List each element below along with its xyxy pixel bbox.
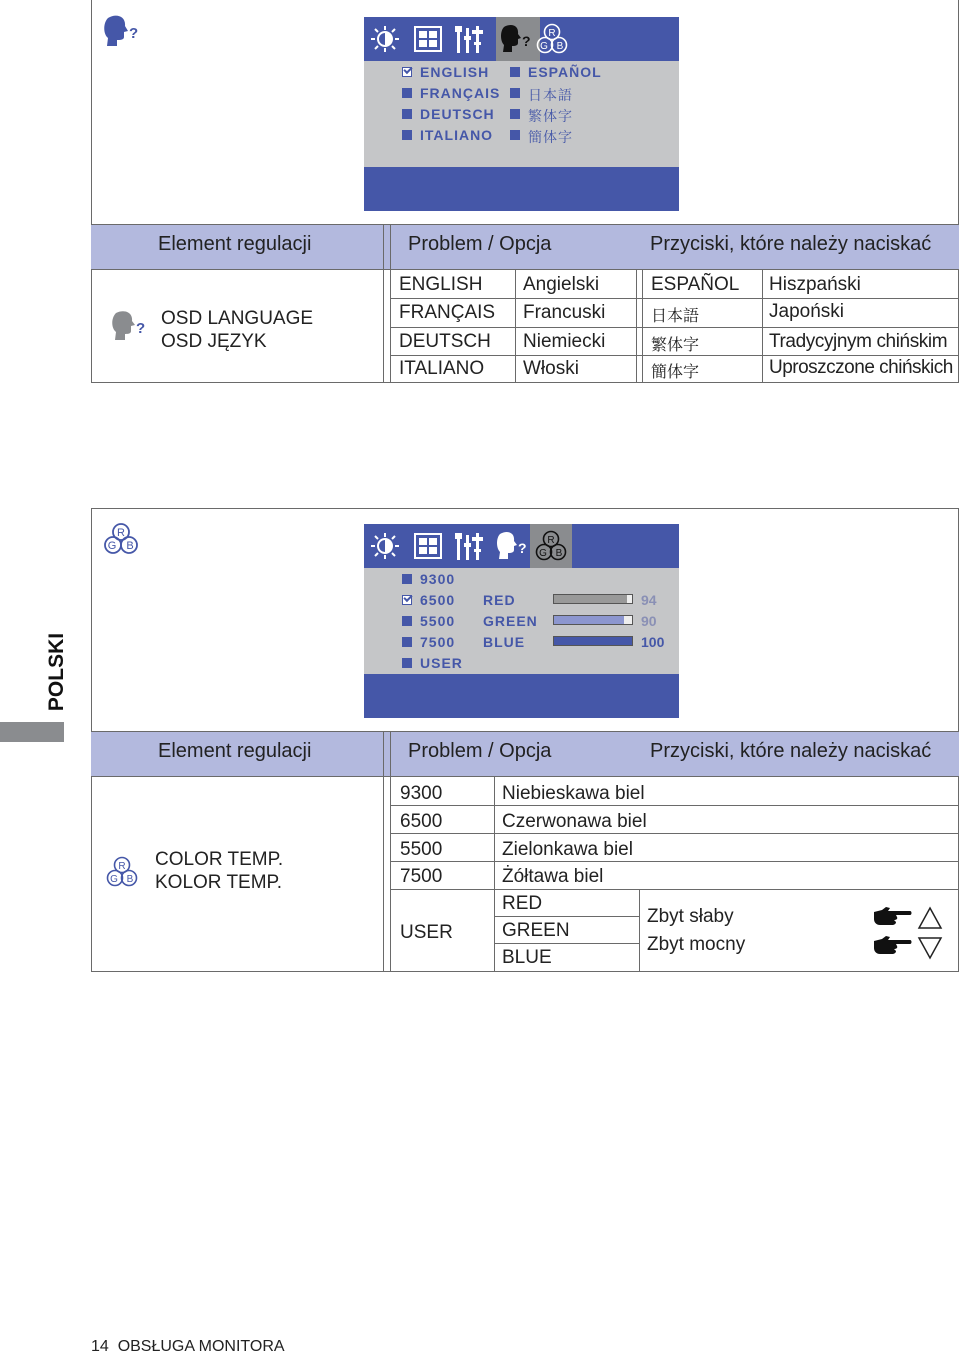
lang-row-desc2: Hiszpański bbox=[769, 274, 861, 295]
osd-language-window bbox=[364, 17, 679, 211]
svg-text:?: ? bbox=[129, 25, 139, 42]
slider-fill bbox=[554, 616, 624, 624]
svg-text:B: B bbox=[555, 548, 563, 559]
osd-lang-deutsch[interactable]: DEUTSCH bbox=[420, 106, 495, 122]
language-icon bbox=[102, 14, 142, 48]
language-tab-icon[interactable] bbox=[496, 531, 530, 561]
lang-row-opt2: ESPAÑOL bbox=[651, 274, 740, 295]
lang-row-opt1: ENGLISH bbox=[399, 274, 483, 295]
svg-text:B: B bbox=[126, 874, 134, 885]
brightness-icon[interactable] bbox=[370, 25, 400, 53]
svg-text:G: G bbox=[539, 548, 547, 559]
color-row-opt: 9300 bbox=[400, 783, 443, 804]
svg-text:?: ? bbox=[518, 540, 527, 556]
lang-row-opt2: 繁体字 bbox=[651, 337, 700, 354]
user-channel-blue: BLUE bbox=[502, 947, 552, 968]
lang-row-opt2: 日本語 bbox=[651, 308, 700, 325]
svg-text:R: R bbox=[548, 28, 556, 39]
grid-line bbox=[391, 833, 959, 834]
option-square bbox=[510, 130, 520, 140]
color-table-header bbox=[91, 731, 959, 777]
header-buttons: Przyciski, które należy naciskać bbox=[650, 740, 932, 762]
osd-lang-francais[interactable]: FRANÇAIS bbox=[420, 85, 501, 101]
svg-text:B: B bbox=[126, 540, 134, 552]
image-position-icon[interactable] bbox=[414, 26, 442, 52]
footer-title: OBSŁUGA MONITORA bbox=[117, 1338, 285, 1355]
color-row-desc: Niebieskawa biel bbox=[502, 783, 645, 804]
language-tab-icon[interactable] bbox=[500, 24, 534, 54]
lang-row-opt1: DEUTSCH bbox=[399, 331, 491, 352]
lang-row-opt1: FRANÇAIS bbox=[399, 302, 496, 323]
color-row-desc: Żółtawa biel bbox=[502, 866, 604, 887]
lang-row-desc1: Niemiecki bbox=[523, 331, 606, 352]
setup-tools-icon[interactable] bbox=[454, 24, 486, 54]
lang-row-desc1: Włoski bbox=[523, 358, 579, 379]
value-green: 90 bbox=[641, 613, 657, 629]
image-position-icon[interactable] bbox=[414, 533, 442, 559]
option-square bbox=[510, 88, 520, 98]
lang-row-desc2: Tradycyjnym chińskim bbox=[769, 331, 948, 352]
slider-blue[interactable] bbox=[553, 636, 633, 646]
osd-preset-5500[interactable]: 5500 bbox=[420, 613, 456, 629]
option-square bbox=[510, 109, 520, 119]
lang-row-desc1: Angielski bbox=[523, 274, 600, 295]
osd-channel-red: RED bbox=[483, 592, 516, 608]
header-element: Element regulacji bbox=[158, 740, 312, 762]
osd-lang-italiano[interactable]: ITALIANO bbox=[420, 127, 494, 143]
svg-text:G: G bbox=[540, 41, 548, 52]
color-rgb-icon bbox=[102, 522, 140, 556]
grid-line bbox=[391, 805, 959, 806]
lang-row-desc2: Uproszczone chińskich bbox=[769, 357, 953, 378]
svg-text:R: R bbox=[117, 527, 125, 539]
color-rgb-tab-icon[interactable] bbox=[535, 530, 567, 562]
element-osd-jezyk: OSD JĘZYK bbox=[161, 331, 267, 352]
slider-green[interactable] bbox=[553, 615, 633, 625]
svg-text:G: G bbox=[110, 874, 118, 885]
svg-text:B: B bbox=[556, 41, 564, 52]
lang-row-desc2: Japoński bbox=[769, 301, 844, 322]
user-label: USER bbox=[400, 922, 453, 943]
osd-lang-japanese[interactable]: 日本語 bbox=[528, 87, 573, 103]
slider-fill bbox=[554, 595, 627, 603]
color-row-opt: 6500 bbox=[400, 811, 443, 832]
header-buttons: Przyciski, które należy naciskać bbox=[650, 233, 932, 255]
element-color-temp: COLOR TEMP. bbox=[155, 849, 284, 870]
osd-bottom-bar bbox=[364, 674, 679, 718]
grid-line bbox=[391, 327, 959, 328]
lang-row-opt2: 簡体字 bbox=[651, 364, 700, 381]
osd-lang-english[interactable]: ENGLISH bbox=[420, 64, 490, 80]
osd-tab-bar bbox=[364, 524, 679, 568]
slider-red[interactable] bbox=[553, 594, 633, 604]
hand-pointer-icon bbox=[872, 906, 912, 928]
osd-channel-green: GREEN bbox=[483, 613, 538, 629]
grid-line bbox=[391, 355, 959, 356]
header-problem: Problem / Opcja bbox=[408, 740, 552, 762]
grid-line bbox=[391, 298, 959, 299]
language-table-header bbox=[91, 224, 959, 270]
svg-text:R: R bbox=[118, 861, 126, 872]
osd-preset-user[interactable]: USER bbox=[420, 655, 463, 671]
hand-pointer-icon bbox=[872, 935, 912, 957]
color-rgb-tab-icon[interactable] bbox=[536, 23, 568, 55]
color-row-opt: 7500 bbox=[400, 866, 443, 887]
header-problem: Problem / Opcja bbox=[408, 233, 552, 255]
element-kolor-temp: KOLOR TEMP. bbox=[155, 872, 283, 893]
value-red: 94 bbox=[641, 592, 657, 608]
slider-fill bbox=[554, 637, 632, 645]
column-divider bbox=[383, 731, 391, 972]
option-square bbox=[402, 109, 412, 119]
color-row-desc: Zielonkawa biel bbox=[502, 839, 633, 860]
osd-lang-traditional-chinese[interactable]: 繁体字 bbox=[528, 108, 573, 124]
lang-row-desc1: Francuski bbox=[523, 302, 606, 323]
up-triangle-icon[interactable] bbox=[917, 906, 943, 930]
option-square bbox=[402, 130, 412, 140]
grid-line bbox=[391, 861, 959, 862]
option-square bbox=[402, 658, 412, 668]
header-element: Element regulacji bbox=[158, 233, 312, 255]
side-tab bbox=[46, 628, 68, 712]
too-weak-label: Zbyt słaby bbox=[647, 906, 734, 927]
language-icon bbox=[111, 310, 149, 342]
lang-row-opt1: ITALIANO bbox=[399, 358, 485, 379]
svg-text:R: R bbox=[547, 535, 555, 546]
osd-color-window bbox=[364, 524, 679, 718]
brightness-icon[interactable] bbox=[370, 532, 400, 560]
page-number: 14 bbox=[91, 1338, 109, 1355]
osd-preset-6500[interactable]: 6500 bbox=[420, 592, 456, 608]
user-channel-red: RED bbox=[502, 893, 543, 914]
grid-line bbox=[494, 916, 639, 917]
user-channel-green: GREEN bbox=[502, 920, 570, 941]
value-blue: 100 bbox=[641, 634, 665, 650]
too-strong-label: Zbyt mocny bbox=[647, 934, 746, 955]
down-triangle-icon[interactable] bbox=[917, 936, 943, 960]
grid-line bbox=[391, 889, 959, 890]
option-square bbox=[402, 88, 412, 98]
checkbox-checked[interactable] bbox=[402, 67, 412, 77]
svg-text:?: ? bbox=[136, 320, 146, 337]
column-divider bbox=[383, 224, 391, 383]
option-square bbox=[402, 616, 412, 626]
osd-channel-blue: BLUE bbox=[483, 634, 526, 650]
side-tab-bar bbox=[0, 722, 64, 742]
checkbox-checked[interactable] bbox=[402, 595, 412, 605]
option-square bbox=[510, 67, 520, 77]
osd-preset-7500[interactable]: 7500 bbox=[420, 634, 456, 650]
grid-line bbox=[639, 889, 640, 972]
setup-tools-icon[interactable] bbox=[454, 531, 486, 561]
svg-text:?: ? bbox=[522, 33, 531, 49]
osd-tab-bar bbox=[364, 17, 679, 61]
color-row-desc: Czerwonawa biel bbox=[502, 811, 647, 832]
osd-preset-9300[interactable]: 9300 bbox=[420, 571, 456, 587]
grid-line bbox=[494, 943, 639, 944]
element-osd-language: OSD LANGUAGE bbox=[161, 308, 314, 329]
osd-bottom-bar bbox=[364, 167, 679, 211]
color-row-opt: 5500 bbox=[400, 839, 443, 860]
side-tab-label: POLSKI bbox=[45, 632, 68, 712]
svg-text:G: G bbox=[107, 540, 117, 552]
osd-lang-simplified-chinese[interactable]: 簡体字 bbox=[528, 129, 573, 145]
osd-lang-espanol[interactable]: ESPAÑOL bbox=[528, 64, 602, 80]
option-square bbox=[402, 637, 412, 647]
footer bbox=[91, 1338, 285, 1356]
option-square bbox=[402, 574, 412, 584]
color-rgb-icon bbox=[104, 855, 140, 889]
